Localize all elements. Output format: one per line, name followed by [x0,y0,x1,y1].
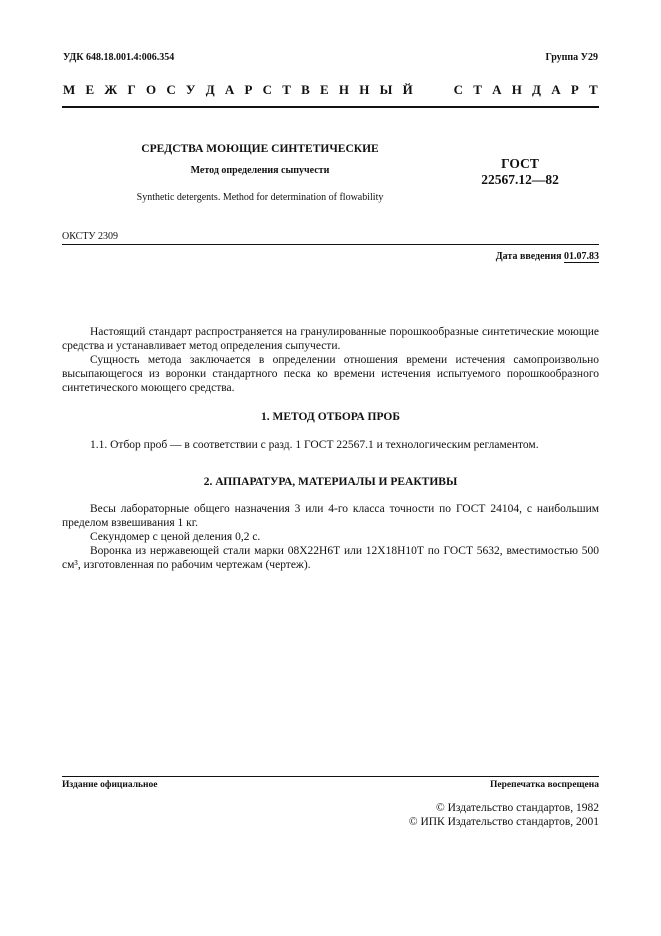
standard-kind-letter: Г [127,82,136,97]
standard-kind-letter: Р [570,82,579,97]
standard-kind-letter: Ж [104,82,118,97]
document-title: СРЕДСТВА МОЮЩИЕ СИНТЕТИЧЕСКИЕ [141,143,379,155]
standard-kind-letter: А [492,82,502,97]
standard-kind-letter: О [145,82,157,97]
document-subtitle: Метод определения сыпучести [190,165,330,176]
standard-kind-letter: С [262,82,273,97]
gost-label: ГОСТ [501,156,539,171]
english-title: Synthetic detergents. Method for determination of flowability [136,192,384,203]
standard-kind-letter: А [224,82,235,97]
paragraph [62,325,599,353]
standard-kind-letter: С [453,82,463,97]
standard-kind-letter: Е [85,82,95,97]
standard-kind-letter: С [166,82,176,97]
introduction-date-value: 01.07.83 [564,251,599,262]
okstu-divider [62,244,599,245]
paragraph-text: Секундомер с ценой деления 0,2 с. [90,531,261,543]
copyright-line: © Издательство стандартов, 1982 [435,802,599,814]
paragraph [62,544,599,572]
standard-kind-letter: Н [359,82,370,97]
paragraph-text: Воронка из нержавеющей стали марки 08Х22Н6Т или 12Х18Н10Т по ГОСТ 5632, вместимостью 500 см³, изготовленная по рабочим чертежам (чертеж). [62,545,599,571]
standard-kind-letter: М [63,82,76,97]
section-heading: 2. АППАРАТУРА, МАТЕРИАЛЫ И РЕАКТИВЫ [203,476,458,488]
footer-divider [62,776,599,777]
standard-kind-letter: В [301,82,310,97]
paragraph [62,438,599,452]
standard-kind-heading [63,82,598,98]
standard-kind-letter: А [551,82,561,97]
standard-kind-letter: Н [511,82,522,97]
okstu-code: ОКСТУ 2309 [62,231,119,242]
paragraph-text: Сущность метода заключается в определении отношения времени истечения самопроизвольно высыпающегося из воронки стандартного песка ко времени истечения испытуемого порошкообразного синтетического моющего средства. [62,354,599,394]
standard-kind-letter: У [185,82,196,97]
standard-kind-letter: Д [532,82,541,97]
paragraph [62,530,599,544]
udk-code: УДК 648.18.001.4:006.354 [63,52,175,63]
introduction-date [496,251,599,262]
standard-kind-letter: Т [473,82,482,97]
standard-kind-letter: Р [244,82,253,97]
paragraph-text: Весы лабораторные общего назначения 3 или 4-го класса точности по ГОСТ 24104, с наибольшим пределом взвешивания 1 кг. [62,503,599,529]
header-divider [62,106,599,108]
group-code: Группа У29 [545,52,598,63]
gost-number: 22567.12—82 [481,172,559,187]
standard-kind-letter: Т [282,82,291,97]
copyright-line: © ИПК Издательство стандартов, 2001 [408,816,599,828]
gost-designation [460,156,580,188]
standard-kind-letter: Й [402,82,413,97]
paragraph-text: Настоящий стандарт распространяется на гранулированные порошкообразные синтетические моющие средства и устанавливает метод определения сыпучести. [62,326,599,352]
reprint-prohibited-note: Перепечатка воспрещена [489,780,599,790]
standard-kind-letter: Т [589,82,598,97]
paragraph [62,502,599,530]
official-edition-note: Издание официальное [62,780,158,790]
title-block [110,143,410,176]
standard-kind-letter: Н [338,82,350,97]
standard-kind-letter: Д [205,82,215,97]
section-heading: 1. МЕТОД ОТБОРА ПРОБ [261,411,400,423]
standard-kind-letter: Е [320,82,329,97]
paragraph-text: 1.1. Отбор проб — в соответствии с разд. 1 ГОСТ 22567.1 и технологическим регламентом. [90,439,539,451]
introduction-date-label: Дата введения [495,251,562,262]
paragraph [62,353,599,395]
standard-kind-letter: Ы [379,82,393,97]
